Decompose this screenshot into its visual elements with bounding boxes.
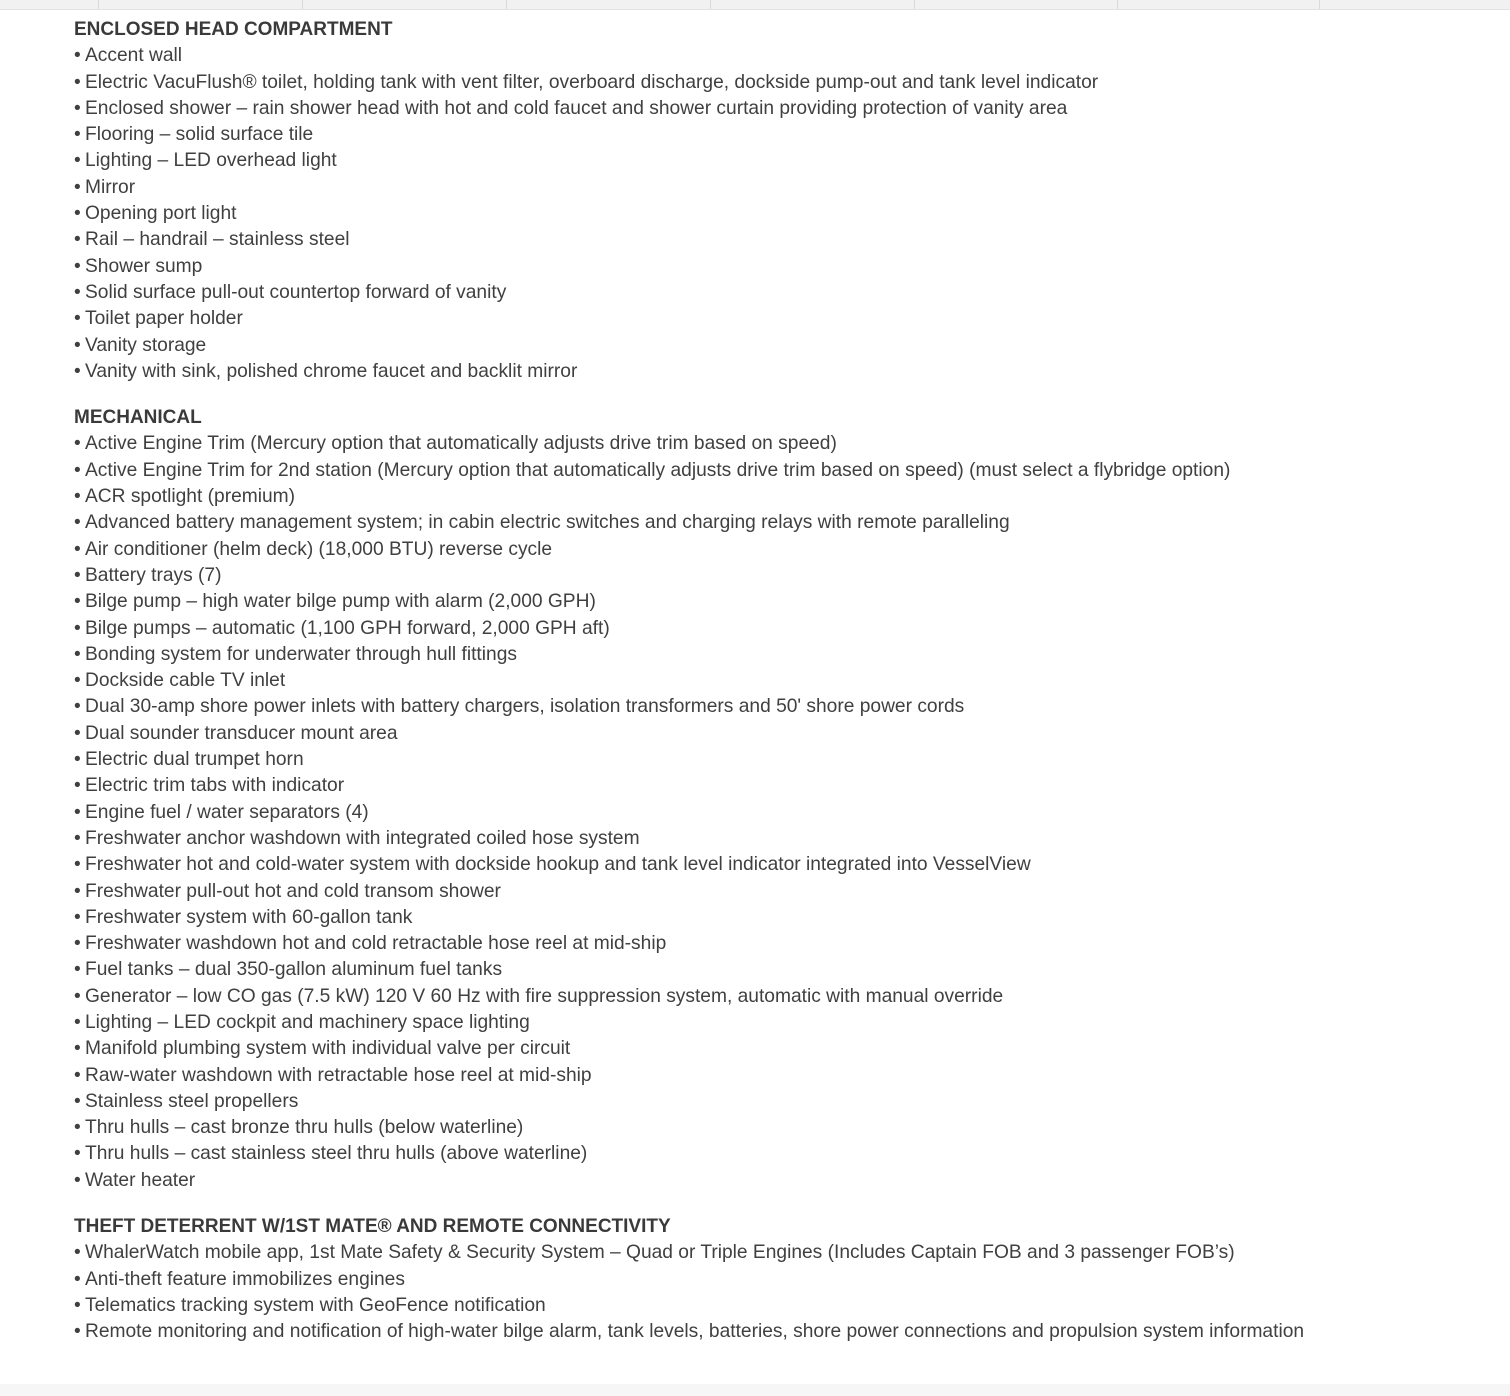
bullet-icon: • xyxy=(74,1143,81,1165)
bullet-icon: • xyxy=(74,827,81,849)
bullet-icon: • xyxy=(74,1090,81,1112)
list-item xyxy=(74,70,1494,96)
list-item-text: Bonding system for underwater through hull fittings xyxy=(85,643,517,665)
list-item xyxy=(74,1063,1494,1089)
bullet-icon: • xyxy=(74,45,81,67)
section-theft-deterrent xyxy=(74,1214,1494,1345)
list-item xyxy=(74,773,1494,799)
bullet-icon: • xyxy=(74,854,81,876)
bullet-icon: • xyxy=(74,1169,81,1191)
list-item-text: Bilge pumps – automatic (1,100 GPH forward, 2,000 GPH aft) xyxy=(85,617,610,639)
list-item-text: Freshwater washdown hot and cold retractable hose reel at mid-ship xyxy=(85,933,667,955)
list-item-text: Toilet paper holder xyxy=(85,308,243,330)
list-item-text: Air conditioner (helm deck) (18,000 BTU) reverse cycle xyxy=(85,538,553,560)
list-item-text: Dual sounder transducer mount area xyxy=(85,722,398,744)
bullet-icon: • xyxy=(74,1268,81,1290)
list-item-text: Electric trim tabs with indicator xyxy=(85,775,345,797)
list-item-text: Mirror xyxy=(85,176,136,198)
list-item xyxy=(74,1168,1494,1194)
list-item-text: Enclosed shower – rain shower head with hot and cold faucet and shower curtain providing protection of vanity area xyxy=(85,97,1068,119)
list-item xyxy=(74,280,1494,306)
top-tab-strip xyxy=(0,0,1510,10)
list-item-text: Thru hulls – cast stainless steel thru hulls (above waterline) xyxy=(85,1143,588,1165)
list-item-text: Telematics tracking system with GeoFence notification xyxy=(85,1294,546,1316)
list-item-text: Engine fuel / water separators (4) xyxy=(85,801,369,823)
feature-list xyxy=(74,1141,1494,1194)
list-item-text: Stainless steel propellers xyxy=(85,1090,299,1112)
bullet-icon: • xyxy=(74,1064,81,1086)
list-item-text: WhalerWatch mobile app, 1st Mate Safety & Security System – Quad or Triple Engines (Includes Captain FOB and 3 passenger FOB’s) xyxy=(85,1242,1235,1264)
section-title: THEFT DETERRENT W/1ST MATE® AND REMOTE CONNECTIVITY xyxy=(74,1216,671,1238)
list-item xyxy=(74,1293,1494,1319)
list-item xyxy=(74,957,1494,983)
bullet-icon: • xyxy=(74,1321,81,1343)
list-item-text: Electric VacuFlush® toilet, holding tank with vent filter, overboard discharge, dockside pump-out and tank level indicator xyxy=(85,71,1099,93)
bullet-icon: • xyxy=(74,512,81,534)
tab-segment[interactable] xyxy=(0,0,99,9)
list-item xyxy=(74,510,1494,536)
list-item xyxy=(74,333,1494,359)
bullet-icon: • xyxy=(74,334,81,356)
bullet-icon: • xyxy=(74,1011,81,1033)
bullet-icon: • xyxy=(74,906,81,928)
bullet-icon: • xyxy=(74,459,81,481)
feature-list xyxy=(74,431,1494,1141)
tab-segment[interactable] xyxy=(915,0,1118,9)
bullet-icon: • xyxy=(74,1038,81,1060)
bullet-icon: • xyxy=(74,203,81,225)
list-item xyxy=(74,227,1494,253)
list-item-text: Water heater xyxy=(85,1169,196,1191)
bullet-icon: • xyxy=(74,71,81,93)
list-item-text: Fuel tanks – dual 350-gallon aluminum fuel tanks xyxy=(85,959,503,981)
list-item xyxy=(74,931,1494,957)
list-item xyxy=(74,694,1494,720)
bullet-icon: • xyxy=(74,97,81,119)
list-item-text: Accent wall xyxy=(85,45,183,67)
list-item-text: Thru hulls – cast bronze thru hulls (below waterline) xyxy=(85,1117,524,1139)
bullet-icon: • xyxy=(74,722,81,744)
list-item xyxy=(74,43,1494,69)
feature-list xyxy=(74,43,1494,385)
bullet-icon: • xyxy=(74,749,81,771)
list-item-text: ACR spotlight (premium) xyxy=(85,486,296,508)
list-item xyxy=(74,1141,1494,1167)
list-item-text: Active Engine Trim for 2nd station (Mercury option that automatically adjusts drive trim based on speed) (must select a flybridge option) xyxy=(85,459,1231,481)
list-item xyxy=(74,589,1494,615)
list-item xyxy=(74,359,1494,385)
list-item xyxy=(74,431,1494,457)
list-item-text: Advanced battery management system; in cabin electric switches and charging relays with remote paralleling xyxy=(85,512,1010,534)
bullet-icon: • xyxy=(74,591,81,613)
list-item xyxy=(74,458,1494,484)
bullet-icon: • xyxy=(74,281,81,303)
section-mechanical xyxy=(74,405,1494,1194)
list-item xyxy=(74,642,1494,668)
section-title: ENCLOSED HEAD COMPARTMENT xyxy=(74,19,393,40)
list-item-text: Dockside cable TV inlet xyxy=(85,670,286,692)
list-item-text: Generator – low CO gas (7.5 kW) 120 V 60 Hz with fire suppression system, automatic with manual override xyxy=(85,985,1004,1007)
list-item-text: Flooring – solid surface tile xyxy=(85,124,314,146)
list-item-text: Raw-water washdown with retractable hose reel at mid-ship xyxy=(85,1064,592,1086)
list-item-text: Vanity with sink, polished chrome faucet and backlit mirror xyxy=(85,360,578,382)
bullet-icon: • xyxy=(74,124,81,146)
list-item xyxy=(74,122,1494,148)
bottom-edge xyxy=(0,1384,1510,1396)
bullet-icon: • xyxy=(74,985,81,1007)
bullet-icon: • xyxy=(74,255,81,277)
section-enclosed-head xyxy=(74,17,1494,385)
tab-segment[interactable] xyxy=(1118,0,1320,9)
list-item xyxy=(74,201,1494,227)
list-item xyxy=(74,1240,1494,1266)
tab-segment[interactable] xyxy=(507,0,711,9)
list-item xyxy=(74,747,1494,773)
list-item-text: Anti-theft feature immobilizes engines xyxy=(85,1268,405,1290)
bullet-icon: • xyxy=(74,360,81,382)
list-item-text: Active Engine Trim (Mercury option that automatically adjusts drive trim based on speed) xyxy=(85,433,837,455)
bullet-icon: • xyxy=(74,486,81,508)
list-item xyxy=(74,254,1494,280)
bullet-icon: • xyxy=(74,696,81,718)
list-item xyxy=(74,984,1494,1010)
list-item xyxy=(74,826,1494,852)
bullet-icon: • xyxy=(74,643,81,665)
list-item-text: Bilge pump – high water bilge pump with alarm (2,000 GPH) xyxy=(85,591,596,613)
list-item-text: Solid surface pull-out countertop forward of vanity xyxy=(85,281,507,303)
bullet-icon: • xyxy=(74,959,81,981)
list-item xyxy=(74,668,1494,694)
list-item-text: Electric dual trumpet horn xyxy=(85,749,304,771)
list-item-text: Lighting – LED cockpit and machinery space lighting xyxy=(85,1011,530,1033)
list-item-text: Shower sump xyxy=(85,255,203,277)
section-title: MECHANICAL xyxy=(74,407,202,429)
list-item xyxy=(74,563,1494,589)
list-item-text: Remote monitoring and notification of high-water bilge alarm, tank levels, batteries, shore power connections and propulsion system information xyxy=(85,1321,1305,1343)
list-item xyxy=(74,1089,1494,1115)
list-item-text: Freshwater hot and cold-water system with dockside hookup and tank level indicator integrated into VesselView xyxy=(85,854,1031,876)
list-item xyxy=(74,1319,1494,1345)
list-item xyxy=(74,96,1494,122)
list-item-text: Lighting – LED overhead light xyxy=(85,150,337,172)
bullet-icon: • xyxy=(74,1242,81,1264)
tab-segment[interactable] xyxy=(711,0,915,9)
tab-segment[interactable] xyxy=(303,0,507,9)
bullet-icon: • xyxy=(74,775,81,797)
feature-list xyxy=(74,1240,1494,1345)
list-item-text: Manifold plumbing system with individual valve per circuit xyxy=(85,1038,571,1060)
bullet-icon: • xyxy=(74,564,81,586)
bullet-icon: • xyxy=(74,229,81,251)
bullet-icon: • xyxy=(74,176,81,198)
spec-content xyxy=(74,17,1494,1346)
list-item-text: Battery trays (7) xyxy=(85,564,222,586)
list-item xyxy=(74,852,1494,878)
bullet-icon: • xyxy=(74,880,81,902)
list-item-text: Dual 30-amp shore power inlets with battery chargers, isolation transformers and 50' shore power cords xyxy=(85,696,965,718)
bullet-icon: • xyxy=(74,801,81,823)
list-item xyxy=(74,879,1494,905)
list-item-text: Rail – handrail – stainless steel xyxy=(85,229,350,251)
bullet-icon: • xyxy=(74,933,81,955)
list-item-text: Freshwater pull-out hot and cold transom shower xyxy=(85,880,501,902)
list-item xyxy=(74,306,1494,332)
list-item xyxy=(74,616,1494,642)
bullet-icon: • xyxy=(74,433,81,455)
list-item xyxy=(74,800,1494,826)
bullet-icon: • xyxy=(74,538,81,560)
bullet-icon: • xyxy=(74,617,81,639)
list-item xyxy=(74,1010,1494,1036)
bullet-icon: • xyxy=(74,670,81,692)
bullet-icon: • xyxy=(74,1294,81,1316)
list-item xyxy=(74,1036,1494,1062)
list-item-text: Vanity storage xyxy=(85,334,207,356)
list-item xyxy=(74,1267,1494,1293)
list-item xyxy=(74,905,1494,931)
list-item xyxy=(74,537,1494,563)
list-item-text: Freshwater system with 60-gallon tank xyxy=(85,906,413,928)
list-item-text: Opening port light xyxy=(85,203,237,225)
list-item xyxy=(74,1115,1494,1141)
list-item xyxy=(74,175,1494,201)
bullet-icon: • xyxy=(74,1117,81,1139)
list-item-text: Freshwater anchor washdown with integrated coiled hose system xyxy=(85,827,640,849)
bullet-icon: • xyxy=(74,308,81,330)
list-item xyxy=(74,148,1494,174)
bullet-icon: • xyxy=(74,150,81,172)
list-item xyxy=(74,484,1494,510)
tab-segment[interactable] xyxy=(99,0,303,9)
list-item xyxy=(74,721,1494,747)
